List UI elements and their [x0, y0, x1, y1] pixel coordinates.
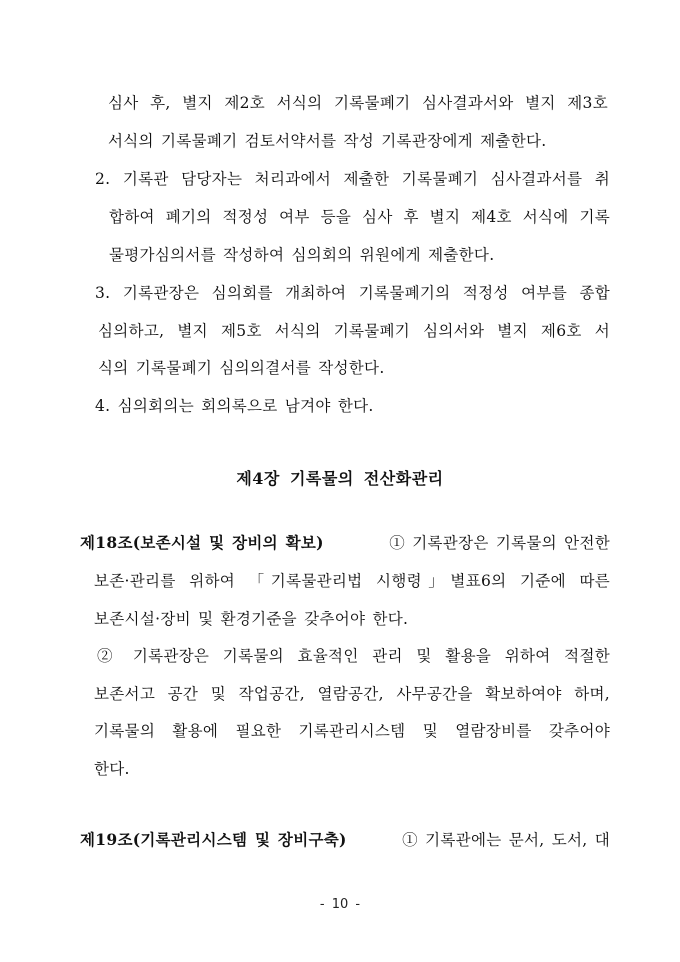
article-18-line-3: 보존시설·장비 및 환경기준을 갖추어야 한다.: [94, 610, 409, 628]
item-3-line-1: 3. 기록관장은 심의회를 개최하여 기록물폐기의 적정성 여부를 종합: [95, 284, 610, 302]
article-19-line-1-rest: ① 기록관에는 문서, 도서, 대: [402, 831, 610, 849]
article-18-title: 제18조(보존시설 및 장비의 확보): [80, 533, 324, 552]
item-2-line-1: 2. 기록관 담당자는 처리과에서 제출한 기록물폐기 심사결과서를 취: [95, 170, 610, 188]
article-18-line-2: 보존·관리를 위하여 「기록물관리법 시행령」별표6의 기준에 따른: [94, 572, 610, 590]
item-4-line-1: 4. 심의회의는 회의록으로 남겨야 한다.: [95, 397, 374, 415]
page-number: - 10 -: [319, 897, 361, 912]
chapter-heading: 제4장 기록물의 전산화관리: [236, 469, 444, 488]
article-18-first-line: [80, 533, 610, 553]
article-18-para-2-line-1: ② 기록관장은 기록물의 효율적인 관리 및 활용을 위하여 적절한: [97, 647, 610, 665]
article-18-line-1-rest: ① 기록관장은 기록물의 안전한: [389, 534, 610, 552]
item-2-line-2: 합하여 폐기의 적정성 여부 등을 심사 후 별지 제4호 서식에 기록: [109, 208, 610, 226]
continuation-line-2: 서식의 기록물폐기 검토서약서를 작성 기록관장에게 제출한다.: [108, 132, 547, 150]
item-3-line-2: 심의하고, 별지 제5호 서식의 기록물폐기 심의서와 별지 제6호 서: [98, 322, 610, 340]
item-2-line-3: 물평가심의서를 작성하여 심의회의 위원에게 제출한다.: [109, 246, 495, 264]
item-3-line-3: 식의 기록물폐기 심의의결서를 작성한다.: [98, 359, 385, 377]
article-18-para-2-line-3: 기록물의 활용에 필요한 기록관리시스템 및 열람장비를 갖추어야: [94, 722, 610, 740]
article-18-para-2-line-2: 보존서고 공간 및 작업공간, 열람공간, 사무공간을 확보하여야 하며,: [94, 685, 610, 703]
article-19-title: 제19조(기록관리시스템 및 장비구축): [80, 830, 347, 849]
article-19-first-line: [80, 830, 610, 850]
article-18-para-2-line-4: 한다.: [94, 760, 130, 778]
continuation-line-1: 심사 후, 별지 제2호 서식의 기록물폐기 심사결과서와 별지 제3호: [108, 94, 608, 112]
